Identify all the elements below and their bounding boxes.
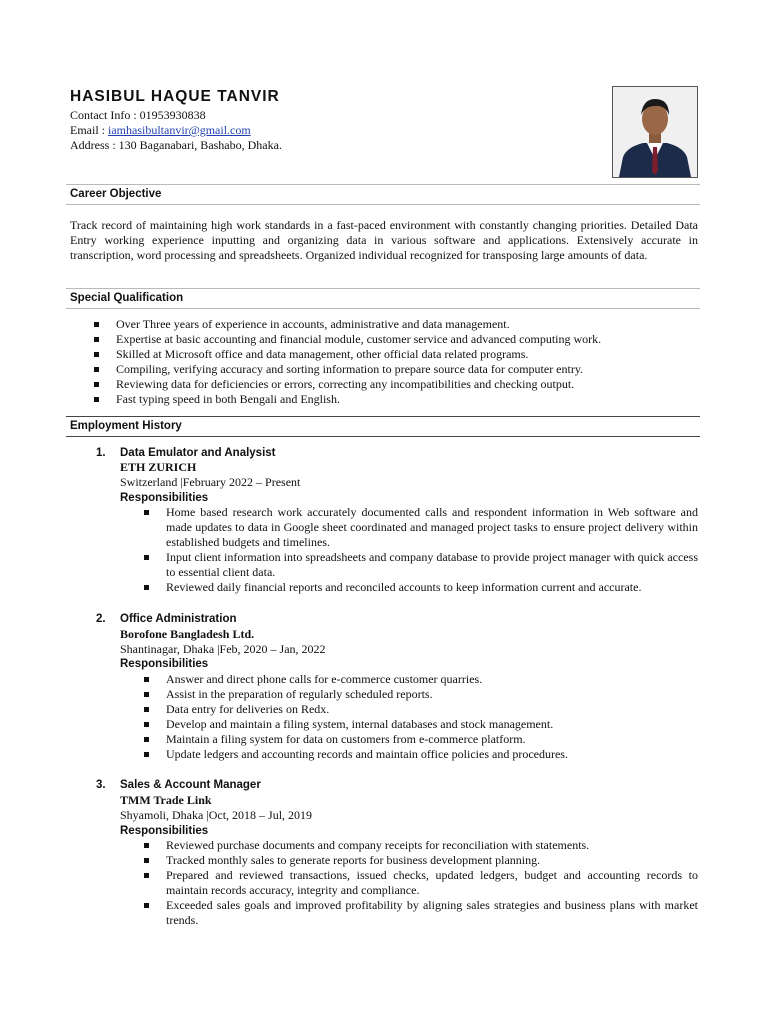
address-label: Address : xyxy=(70,138,119,152)
job-number: 2. xyxy=(96,613,106,625)
job-period: Shyamoli, Dhaka |Oct, 2018 – Jul, 2019 xyxy=(120,808,313,822)
list-item: Input client information into spreadsheets and company database to provide project manager with quick access to essential client data. xyxy=(142,550,698,580)
list-item: Reviewing data for deficiencies or errors, correcting any incompatibilities and checking output. xyxy=(92,377,698,392)
candidate-name: HASIBUL HAQUE TANVIR xyxy=(70,88,280,105)
job-number: 1. xyxy=(96,447,106,459)
job-title-2 xyxy=(96,612,237,626)
phone-number: 01953930838 xyxy=(139,108,206,122)
person-portrait-icon xyxy=(613,87,697,177)
job-title-3 xyxy=(96,778,261,792)
list-item: Exceeded sales goals and improved profitability by aligning sales strategies and business plans with market trends. xyxy=(142,898,698,928)
list-item: Skilled at Microsoft office and data management, other official data related programs. xyxy=(92,347,698,362)
email-link[interactable]: iamhasibultanvir@gmail.com xyxy=(108,123,251,137)
list-item: Over Three years of experience in accounts, administrative and data management. xyxy=(92,317,698,332)
list-item: Assist in the preparation of regularly scheduled reports. xyxy=(142,687,698,702)
email-line xyxy=(70,123,251,138)
section-divider xyxy=(66,308,700,309)
list-item: Develop and maintain a filing system, internal databases and stock management. xyxy=(142,717,698,732)
list-item: Update ledgers and accounting records and maintain office policies and procedures. xyxy=(142,747,698,762)
responsibility-list xyxy=(142,672,698,762)
job-period: Switzerland |February 2022 – Present xyxy=(120,475,301,489)
list-item: Tracked monthly sales to generate reports for business development planning. xyxy=(142,853,698,868)
list-item: Prepared and reviewed transactions, issued checks, updated ledgers, budget and accounting records to maintain records accuracy, integrity and compliance. xyxy=(142,868,698,898)
responsibilities-label: Responsibilities xyxy=(120,658,209,670)
company-name: TMM Trade Link xyxy=(120,793,212,807)
list-item: Data entry for deliveries on Redx. xyxy=(142,702,698,717)
employment-history-heading: Employment History xyxy=(70,420,182,432)
list-item: Expertise at basic accounting and financial module, customer service and advanced computing work. xyxy=(92,332,698,347)
career-objective-text: Track record of maintaining high work standards in a fast-paced environment with constantly changing priorities. Detailed Data Entry working experience inputting and organizing data in various software and applications. Extensively accurate in transcription, word processing and spreadsheets. Organized individual recognized for transposing large amounts of data. xyxy=(70,218,698,262)
job-number: 3. xyxy=(96,779,106,791)
job-title-text: Office Administration xyxy=(120,613,237,625)
list-item: Reviewed daily financial reports and reconciled accounts to keep information current and accurate. xyxy=(142,580,698,595)
job-title-text: Sales & Account Manager xyxy=(120,779,261,791)
responsibilities-label: Responsibilities xyxy=(120,825,209,837)
profile-photo xyxy=(612,86,698,178)
responsibility-list xyxy=(142,505,698,595)
address-value: 130 Baganabari, Bashabo, Dhaka. xyxy=(118,138,282,152)
qualification-list xyxy=(92,317,698,407)
special-qualification-heading: Special Qualification xyxy=(70,292,184,304)
company-name: ETH ZURICH xyxy=(120,460,197,474)
responsibilities-label: Responsibilities xyxy=(120,492,209,504)
company-name: Borofone Bangladesh Ltd. xyxy=(120,627,255,641)
section-divider xyxy=(66,288,700,289)
section-divider xyxy=(66,184,700,185)
list-item: Maintain a filing system for data on customers from e-commerce platform. xyxy=(142,732,698,747)
job-title-1 xyxy=(96,446,276,460)
address-line xyxy=(70,138,282,153)
section-divider xyxy=(66,416,700,417)
list-item: Answer and direct phone calls for e-commerce customer quarries. xyxy=(142,672,698,687)
job-title-text: Data Emulator and Analysist xyxy=(120,447,276,459)
section-divider xyxy=(66,204,700,205)
list-item: Reviewed purchase documents and company receipts for reconciliation with statements. xyxy=(142,838,698,853)
responsibility-list xyxy=(142,838,698,928)
section-divider xyxy=(66,436,700,437)
career-objective-heading: Career Objective xyxy=(70,188,162,200)
email-label: Email : xyxy=(70,123,108,137)
list-item: Fast typing speed in both Bengali and English. xyxy=(92,392,698,407)
contact-label: Contact Info : xyxy=(70,108,140,122)
job-period: Shantinagar, Dhaka |Feb, 2020 – Jan, 2022 xyxy=(120,642,326,656)
list-item: Compiling, verifying accuracy and sorting information to prepare source data for computer entry. xyxy=(92,362,698,377)
contact-info-line xyxy=(70,108,206,123)
list-item: Home based research work accurately documented calls and respondent information in Web software and made updates to data in Google sheet coordinated and managed project tasks to ensure project delivery within established budgets and timelines. xyxy=(142,505,698,550)
